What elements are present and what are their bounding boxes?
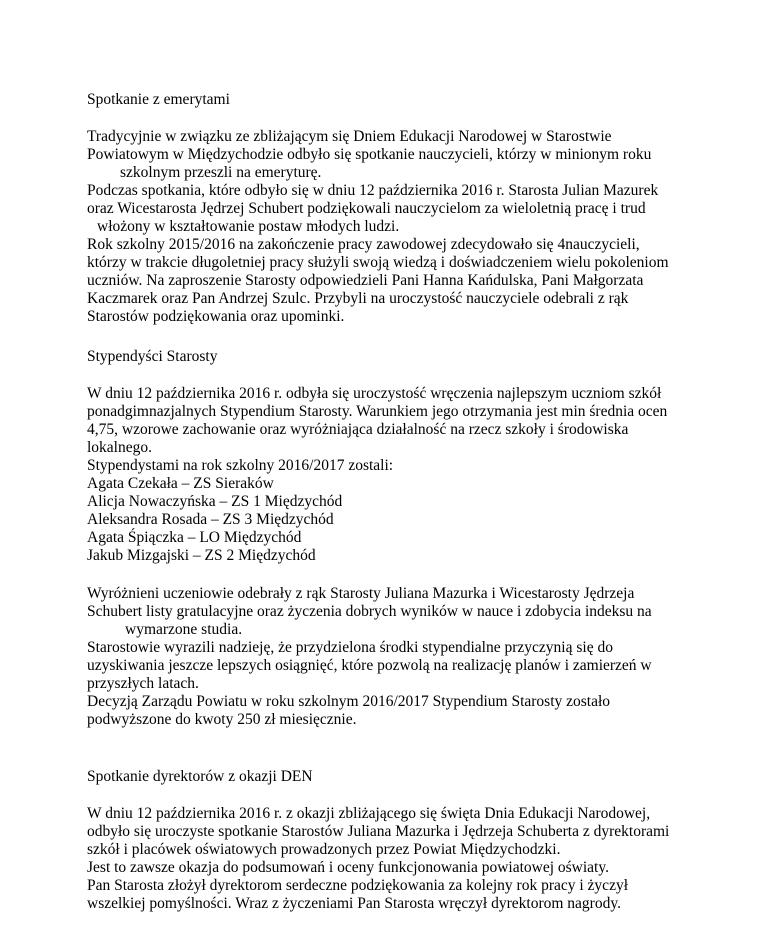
paragraph-line: uczniów. Na zaproszenie Starosty odpowiedzieli Pani Hanna Kańdulska, Pani Małgorzata bbox=[87, 272, 644, 289]
paragraph-line: Stypendystami na rok szkolny 2016/2017 zostali: bbox=[87, 457, 394, 474]
paragraph-line: Podczas spotkania, które odbyło się w dniu 12 października 2016 r. Starosta Julian Mazurek bbox=[87, 182, 659, 199]
paragraph-line: Wyróżnieni uczeniowie odebrały z rąk Starosty Juliana Mazurka i Wicestarosty Jędrzeja bbox=[87, 585, 635, 602]
paragraph-line: Starostowie wyrazili nadzieję, że przydzielona środki stypendialne przyczynią się do bbox=[87, 639, 613, 656]
paragraph-line: Kaczmarek oraz Pan Andrzej Szulc. Przybyli na uroczystość nauczyciele odebrali z rąk bbox=[87, 290, 629, 307]
section-heading: Spotkanie z emerytami bbox=[87, 91, 230, 108]
paragraph-line: W dniu 12 października 2016 r. odbyła się uroczystość wręczenia najlepszym uczniom szkół bbox=[87, 385, 662, 402]
paragraph-line: uzyskiwania jeszcze lepszych osiągnięć, które pozwolą na realizację planów i zamierzeń w bbox=[87, 657, 652, 674]
paragraph-line: Powiatowym w Międzychodzie odbyło się spotkanie nauczycieli, którzy w minionym roku bbox=[87, 146, 652, 163]
scholar-item: Agata Śpiączka – LO Międzychód bbox=[87, 529, 302, 546]
paragraph-line: którzy w trakcie długoletniej pracy służyli swoją wiedzą i doświadczeniem wielu pokoleniom bbox=[87, 254, 669, 271]
paragraph-line: wszelkiej pomyślności. Wraz z życzeniami Pan Starosta wręczył dyrektorom nagrody. bbox=[87, 895, 621, 912]
paragraph-line: Decyzją Zarządu Powiatu w roku szkolnym 2016/2017 Stypendium Starosty zostało bbox=[87, 693, 611, 710]
paragraph-line: ponadgimnazjalnych Stypendium Starosty. Warunkiem jego otrzymania jest min średnia ocen bbox=[87, 403, 668, 420]
paragraph-line: odbyło się uroczyste spotkanie Starostów Juliana Mazurka i Jędrzeja Schuberta z dyrektorami bbox=[87, 823, 670, 840]
paragraph-line: lokalnego. bbox=[87, 439, 152, 456]
paragraph-line: Schubert listy gratulacyjne oraz życzenia dobrych wyników w nauce i zdobycia indeksu na bbox=[87, 603, 652, 620]
section-heading: Stypendyści Starosty bbox=[87, 348, 218, 365]
scholar-item: Alicja Nowaczyńska – ZS 1 Międzychód bbox=[87, 493, 343, 510]
paragraph-line: Starostów podziękowania oraz upominki. bbox=[87, 308, 345, 325]
paragraph-line: Jest to zawsze okazja do podsumowań i oceny funkcjonowania powiatowej oświaty. bbox=[87, 859, 609, 876]
paragraph-line: szkół i placówek oświatowych prowadzonych przez Powiat Międzychodzki. bbox=[87, 841, 561, 858]
paragraph-line: Rok szkolny 2015/2016 na zakończenie pracy zawodowej zdecydowało się 4nauczycieli, bbox=[87, 236, 640, 253]
scholar-item: Jakub Mizgajski – ZS 2 Międzychód bbox=[87, 547, 316, 564]
paragraph-line: wymarzone studia. bbox=[125, 621, 243, 638]
paragraph-line: przyszłych latach. bbox=[87, 675, 199, 692]
paragraph-line: oraz Wicestarosta Jędrzej Schubert podziękowali nauczycielom za wieloletnią pracę i trud bbox=[87, 200, 646, 217]
paragraph-line: W dniu 12 października 2016 r. z okazji zbliżającego się święta Dnia Edukacji Narodowej, bbox=[87, 805, 651, 822]
paragraph-line: szkolnym przeszli na emeryturę. bbox=[120, 164, 322, 181]
scholar-item: Aleksandra Rosada – ZS 3 Międzychód bbox=[87, 511, 334, 528]
paragraph-line: włożony w kształtowanie postaw młodych ludzi. bbox=[97, 218, 400, 235]
section-heading: Spotkanie dyrektorów z okazji DEN bbox=[87, 768, 313, 785]
paragraph-line: 4,75, wzorowe zachowanie oraz wyróżniająca działalność na rzecz szkoły i środowiska bbox=[87, 421, 629, 438]
scholar-item: Agata Czekała – ZS Sieraków bbox=[87, 475, 274, 492]
paragraph-line: Pan Starosta złożył dyrektorom serdeczne podziękowania za kolejny rok pracy i życzył bbox=[87, 877, 629, 894]
paragraph-line: podwyższone do kwoty 250 zł miesięcznie. bbox=[87, 711, 357, 728]
paragraph-line: Tradycyjnie w związku ze zbliżającym się Dniem Edukacji Narodowej w Starostwie bbox=[87, 128, 612, 145]
